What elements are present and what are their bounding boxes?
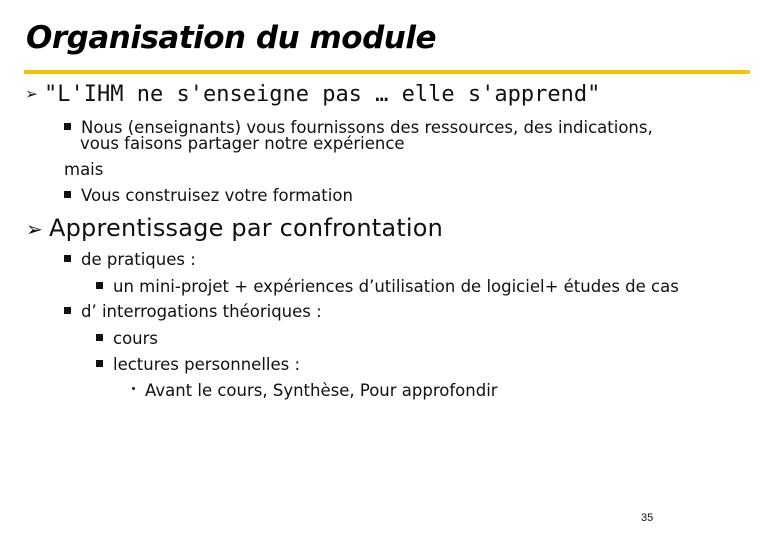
section-2-bullet-2-sub-2-text: lectures personnelles : (113, 355, 301, 374)
arrow-bullet-icon: ➢ (26, 217, 43, 241)
section-2-bullet-2-sub-2 (96, 355, 300, 374)
section-2-bullet-1-sub-1 (96, 277, 679, 296)
section-2-bullet-1 (64, 250, 196, 269)
page-number: 35 (641, 512, 654, 524)
title-underline (24, 70, 750, 74)
square-bullet-icon (64, 123, 71, 130)
section-1-bullet-1-continuation (80, 134, 405, 153)
dot-bullet-icon (132, 387, 135, 390)
section-2-bullet-2-text: d’ interrogations théoriques : (81, 302, 322, 321)
section-1-heading (26, 82, 600, 107)
section-2-heading-text: Apprentissage par confrontation (48, 214, 444, 242)
section-1-bullet-2-text: Vous construisez votre formation (81, 186, 353, 205)
section-1-bullet-1-line-2: vous faisons partager notre expérience (80, 134, 405, 153)
section-2-heading (26, 214, 443, 242)
square-bullet-icon (96, 282, 103, 289)
section-2-bullet-2-sub-1-text: cours (113, 329, 159, 348)
section-2-bullet-1-text: de pratiques : (81, 250, 196, 269)
slide-title: Organisation du module (26, 20, 436, 56)
section-1-heading-text: "L'IHM ne s'enseigne pas … elle s'apprend" (44, 82, 601, 107)
section-2-bullet-2-sub-2-sub-1-text: Avant le cours, Synthèse, Pour approfondir (145, 381, 498, 400)
square-bullet-icon (96, 360, 103, 367)
arrow-bullet-icon: ➢ (26, 82, 39, 106)
section-2-bullet-2 (64, 302, 322, 321)
square-bullet-icon (64, 255, 71, 262)
square-bullet-icon (96, 334, 103, 341)
section-2-bullet-2-sub-2-sub-1 (132, 381, 498, 400)
section-1-connector: mais (64, 160, 104, 179)
section-2-bullet-1-sub-1-text: un mini-projet + expériences d’utilisation de logiciel+ études de cas (113, 277, 679, 296)
section-1-bullet-2 (64, 186, 353, 205)
square-bullet-icon (64, 307, 71, 314)
square-bullet-icon (64, 191, 71, 198)
section-2-bullet-2-sub-1 (96, 329, 158, 348)
section-1-bullet-1-line-1: Nous (enseignants) vous fournissons des ressources, des indications, (81, 118, 653, 137)
